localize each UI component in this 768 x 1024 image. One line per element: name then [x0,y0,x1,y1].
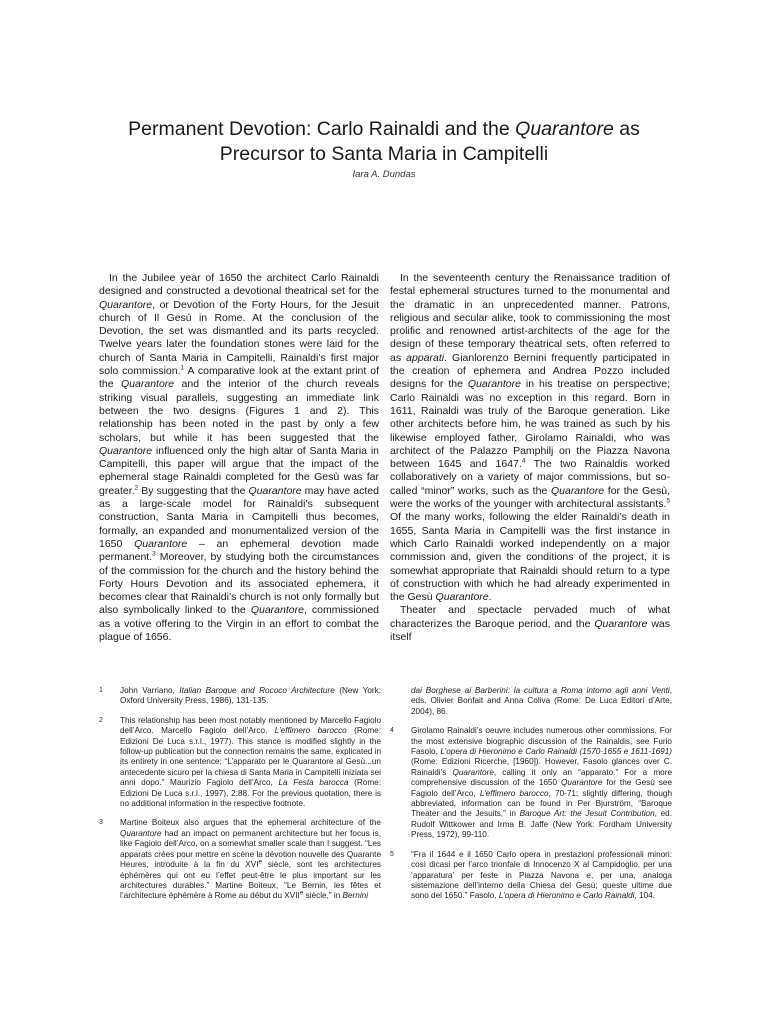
text-run: – an ephemeral devotion made permanent. [99,537,379,564]
text-run: In the seventeenth century the Renaissance tradition of festal ephemeral structures turned to the monumental and the dramatic in an unprecedented manner. Patrons, religious and secular alike, took to commissioning the most prolific and renowned artist-architects of the age for the design of these temporary theatrical sets, often referred to as [390,272,670,364]
footnote-number: 5 [390,850,394,858]
italic-run: Quarantore [452,767,494,777]
title-line1-a: Permanent Devotion: Carlo Rainaldi and the [128,118,516,141]
italic-run: dai Borghese ai Barberini: la cultura a Roma intorno agli anni Venti [411,686,670,695]
italic-run: L’effimero barocco [274,726,347,736]
footnote-ref: 3 [152,550,156,558]
italic-run: Quarantore [121,378,175,391]
italic-run: Quarantore [435,591,489,604]
text-run: Girolamo Rainaldi’s oeuvre includes numerous other commissions. For the most extensive biographic discussion of the Rainaldis, see Furio Fasolo, [411,726,672,757]
text-run: , commissioned as a votive offering to the Virgin in an effort to combat the plague of 1656. [99,604,379,644]
italic-run: Bernini [342,891,369,901]
text-run: The two Rainaldis worked collaboratively on a variety of major commissions, but so-called “minor” works, such as the [390,458,670,497]
footnote [390,850,672,902]
footnote-number: 1 [99,687,103,694]
footnote-ref: 4 [521,457,526,465]
footnote-number: 3 [99,819,103,827]
text-run: , 104. [634,891,655,901]
text-run: influenced only the high altar of Santa Maria in Campitelli, this paper will argue that the impact of the ephemeral stage Rainaldi completed for the Gesù was far greater. [99,444,379,497]
italic-run: Quarantore [250,604,304,617]
author-name: Iara A. Dundas [352,169,416,180]
text-run: , or Devotion of the Forty Hours, for the Jesuit church of Il Gesù in Rome. At the conclusion of the Devotion, the set was dismantled and its parts recycled. Twelve years later the foundation stones were laid for the church of Santa Maria in Campitelli, Rainaldi’s first major solo commission. [99,298,379,378]
body-column-right [390,272,670,644]
text-run: Of the many works, following the elder Rainaldi’s death in 1655, Santa Maria in Campitelli was the first instance in which Carlo Rainaldi worked independently on a major commission and, given the conditions of the project, it is somewhat appropriate that Rainaldi should return to a type of construction with which he had already experimented in the Gesù [390,511,670,604]
footnote [99,818,381,901]
title-line1-b: as [613,118,640,141]
text-run: In the Jubilee year of 1650 the architect Carlo Rainaldi designed and constructed a devotional theatrical set for the [99,272,379,298]
text-run: and the interior of the church reveals striking visual parallels, suggesting an immediate link between the two designs (Figures 1 and 2). This relationship has been noted in the past by only a few scholars, but while it has been suggested that the [99,378,379,444]
footnote-number: 4 [390,727,394,735]
text-run: (New York: Oxford University Press, 1986), 131-135. [120,686,381,706]
body-paragraph [390,604,670,644]
text-run: (Rome: Edizioni Ricerche, [1960]). However, Fasolo glances over C. Rainaldi’s [411,757,672,777]
text-run: siècle, sont les architectures éphémères qui ont eu l’effet peut-être le plus important sur les architectures durables.” Martine Boiteux, “Le Bernin, les fêtes et l’architecture éphémère à Rome au début du XVII [120,860,381,901]
text-run: , ed. Rudolf Wittkower and Irma B. Jaffe (New York: Fordham University Press, 1972), 99-110. [411,809,673,840]
text-run: (Rome: Edizioni De Luca s.r.l., 1977). This stance is modified slightly in the follow-up publication but the connection remains the same, explicated in its entirety in one sentence: “L’apparato per le Quarantore al Gesù...un antecedente sicuro per la chiesa di Santa Maria in Campitelli iniziata sei anni dopo.” Maurizio Fagiolo dell’Arco, [120,726,381,788]
text-run: , calling it only an “apparato.” For a more comprehensive discussion of the 1650 [411,767,673,788]
footnote [390,726,672,840]
text-run: , 70-71; slightly differing, though abbreviated, information can be found in Per Bjurström, “Baroque Theater and the Jesuits,” in [411,788,673,819]
text-run: This relationship has been most notably mentioned by Marcello Fagiolo dell’Arco. Marcello Fagiolo dell’Arco, [120,715,381,736]
italic-run: Quarantore [120,828,162,838]
text-run: (Rome: Edizioni De Luca s.r.l., 1997), 2:88. For the previous quotation, there is no additional information in the respective footnote. [120,778,381,809]
text-run: , eds. Olivier Bonfait and Anna Coliva (Rome: De Luca Editori d’Arte, 2004), 86. [411,686,672,716]
text-run: A comparative look at the extant print of the [99,365,379,391]
body-paragraph [390,272,670,604]
text-run: Martine Boiteux also argues that the ephemeral architecture of the [120,818,381,828]
title-line1-italic: Quarantore [515,118,614,141]
footnote-number: 2 [99,716,103,724]
italic-run: Quarantore [467,378,521,391]
text-run: . [488,591,492,604]
text-run: in his treatise on perspective; Carlo Rainaldi was no exception in this regard. Born in 1611, Rainaldi was truly of the Baroque generation. Like other architects before him, he was trained as such by his likewise employed father, Girolamo Rainaldi, who was architect of the Palazzo Pamphilj on the Piazza Navona between 1645 and 1647. [390,378,670,471]
text-run: John Varriano, [120,686,180,695]
text-run: for the Gesù see Fagiolo dell’Arco, [411,778,673,798]
footnote-ref: e [299,889,304,897]
italic-run: Quarantore [561,778,603,788]
text-run: Theater and spectacle pervaded much of what characterizes the Baroque period, and the [390,604,670,630]
footnote [99,686,381,707]
italic-run: Quarantore [134,537,188,550]
footnote-ref: e [258,858,263,866]
italic-run: L’opera di Hieronimo e Carlo Rainaldi [498,891,635,901]
italic-run: Quarantore [550,484,605,497]
text-run: was itself [390,617,671,644]
text-run: . Gianlorenzo Bernini frequently participated in the creation of ephemera and Andrea Pozzo included designs for the [390,351,670,391]
italic-run: apparati [406,351,445,364]
italic-run: La Festa barocca [278,778,349,788]
italic-run: L’effimero barocco [479,788,549,798]
text-run: siècle,” in [303,891,343,901]
footnotes-right [390,686,672,911]
text-run: may have acted as a large-scale model for Rainaldi’s subsequent construction, Santa Maria in Campitelli thus becomes, formally, an expanded and monumentalized version of the 1650 [99,484,379,550]
text-run: Moreover, by studying both the circumstances of the commission for the church and the history behind the Forty Hours Devotion and its associated ephemera, it becomes clear that Rainaldi’s church is not only formally but also symbolically linked to the [99,551,379,617]
italic-run: L’opera di Hieronimo e Carlo Rainaldi (1570-1655 e 1611-1691) [440,747,673,757]
body-paragraph [99,272,379,644]
text-run: for the Gesù, were the works of the younger with architectural assistants. [390,484,670,511]
text-run: had an impact on permanent architecture but her focus is, like Fagiolo dell’Arco, on a somewhat smaller scale than I suggest. “Les apparats crées pour mettre en scène la dévotion nouvelle des Quarante Heures, introduite à la fin du XVI [120,828,381,870]
body-column-left [99,272,379,644]
footnote [99,716,381,810]
italic-run: Quarantore [248,484,302,497]
italic-run: Italian Baroque and Rococo Architecture [179,686,335,695]
italic-run: Quarantore [99,444,153,457]
title-line2: Precursor to Santa Maria in Campitelli [219,143,549,166]
italic-run: Baroque Art: the Jesuit Contribution [519,809,655,819]
text-run: By suggesting that the [138,484,249,497]
footnote-ref: 5 [666,497,670,505]
italic-run: Quarantore [99,298,153,311]
footnote [390,686,672,717]
italic-run: Quarantore [594,617,648,630]
text-run: “Fra il 1644 e il 1650 Carlo opera in prestazioni professionali minori: così dicasi per l’arco trionfale di Innocenzo X al Campidoglio, per una ‘apparatura’ per feste in Piazza Navona e, per una, analoga sistemazione dell’interno della Chiesa del Gesù; queste ultime due sono del 1650.” Fasolo, [411,849,672,901]
footnote-ref: 2 [134,484,139,492]
paper-title [80,117,688,167]
footnote-ref: 1 [180,364,185,372]
footnotes-left [99,686,381,911]
